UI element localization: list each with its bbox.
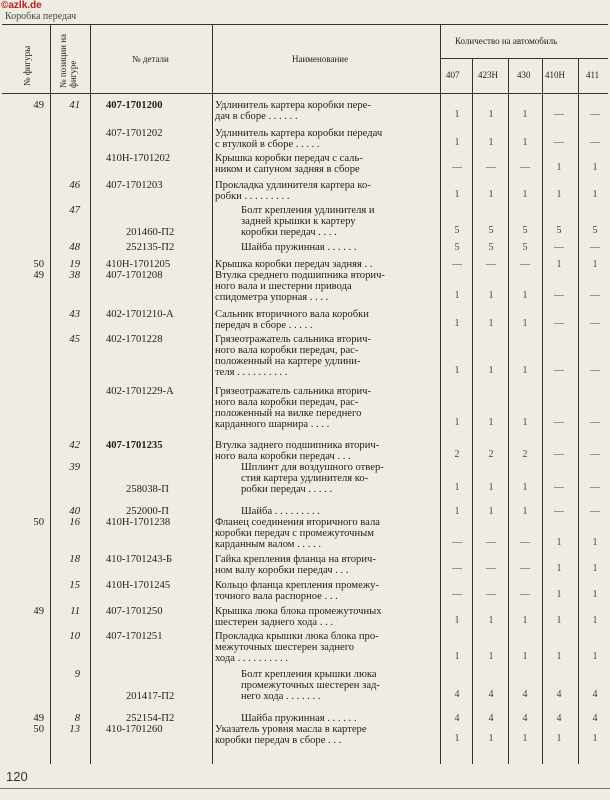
quantity-cell: 4: [454, 689, 460, 700]
part-name-line: Шайба пружинная . . . . . .: [241, 242, 357, 253]
part-name-line: Втулка заднего подшипника вторич-: [215, 440, 380, 451]
quantity-cell: —: [554, 318, 564, 329]
position-number: 16: [69, 517, 80, 528]
part-name-line: карданного шарнира . . . .: [215, 419, 330, 430]
figure-number: 49: [33, 270, 44, 281]
quantity-cell: 1: [454, 615, 460, 626]
page-number: 120: [6, 769, 28, 784]
part-name-line: Удлинитель картера коробки передач: [215, 128, 383, 139]
quantity-cell: 2: [454, 449, 460, 460]
quantity-cell: 4: [522, 689, 528, 700]
quantity-cell: 1: [488, 290, 494, 301]
part-name-line: коробки передач . . . .: [241, 227, 337, 238]
header-bottom-border: [2, 93, 608, 94]
figure-number: 50: [33, 259, 44, 270]
quantity-cell: 1: [522, 506, 528, 517]
position-number: 9: [74, 669, 80, 680]
header-pos: № позиции на фигуре: [58, 33, 78, 88]
header-qty: Количество на автомобиль: [455, 36, 558, 46]
part-name-line: положенный на вилке переднего: [215, 408, 362, 419]
quantity-cell: —: [590, 290, 600, 301]
quantity-cell: —: [520, 563, 530, 574]
position-number: 19: [69, 259, 80, 270]
quantity-cell: —: [554, 242, 564, 253]
part-name-line: шестерен заднего хода . . .: [215, 617, 334, 628]
position-number: 8: [74, 713, 80, 724]
quantity-cell: 1: [454, 189, 460, 200]
quantity-cell: 1: [592, 651, 598, 662]
quantity-cell: 1: [592, 189, 598, 200]
part-name-line: Шайба пружинная . . . . . .: [241, 713, 357, 724]
part-name-line: Крышка коробки передач с саль-: [215, 153, 363, 164]
part-name-line: робки . . . . . . . . .: [215, 191, 290, 202]
quantity-cell: 1: [592, 259, 598, 270]
quantity-cell: 1: [556, 189, 562, 200]
figure-number: 49: [33, 606, 44, 617]
quantity-cell: 1: [488, 109, 494, 120]
part-name-line: Указатель уровня масла в картере: [215, 724, 367, 735]
position-number: 11: [70, 606, 80, 617]
header-model-430: 430: [517, 70, 531, 80]
quantity-cell: —: [452, 537, 462, 548]
position-number: 40: [69, 506, 80, 517]
part-number: 410-1701243-Б: [106, 554, 173, 565]
quantity-cell: 5: [488, 242, 494, 253]
quantity-cell: 1: [522, 417, 528, 428]
header-model-411: 411: [586, 70, 600, 80]
quantity-cell: 1: [488, 506, 494, 517]
part-name-line: Втулка среднего подшипника вторич-: [215, 270, 385, 281]
quantity-cell: —: [486, 563, 496, 574]
quantity-cell: —: [590, 318, 600, 329]
quantity-cell: 1: [522, 482, 528, 493]
quantity-cell: 5: [592, 225, 598, 236]
quantity-cell: 1: [454, 506, 460, 517]
part-name-line: положенный на картере удлини-: [215, 356, 361, 367]
table-top-border: [2, 24, 608, 25]
quantity-cell: —: [554, 417, 564, 428]
col-divider-pos: [90, 24, 91, 764]
part-number: 201460-П2: [126, 227, 175, 238]
position-number: 15: [69, 580, 80, 591]
quantity-cell: 1: [522, 109, 528, 120]
position-number: 45: [69, 334, 80, 345]
header-model-423n: 423Н: [478, 70, 498, 80]
quantity-cell: 1: [454, 651, 460, 662]
quantity-cell: 1: [488, 318, 494, 329]
quantity-cell: 5: [454, 225, 460, 236]
header-fig: № фигуры: [22, 45, 32, 86]
part-number: 410Н-1701245: [106, 580, 171, 591]
quantity-cell: 1: [556, 589, 562, 600]
part-name-line: ном валу коробки передач . . .: [215, 565, 349, 576]
part-name-line: промежуточных шестерен зад-: [241, 680, 380, 691]
quantity-cell: —: [520, 537, 530, 548]
col-divider-m1: [472, 58, 473, 764]
part-number: 410Н-1701238: [106, 517, 171, 528]
quantity-cell: —: [590, 482, 600, 493]
col-divider-m4: [578, 58, 579, 764]
quantity-cell: —: [554, 109, 564, 120]
quantity-cell: 4: [488, 713, 494, 724]
part-number: 410Н-1701205: [106, 259, 171, 270]
figure-number: 50: [33, 517, 44, 528]
header-name: Наименование: [292, 54, 349, 64]
part-name-line: ного вала и шестерни привода: [215, 281, 352, 292]
quantity-cell: 5: [522, 225, 528, 236]
quantity-cell: —: [486, 259, 496, 270]
quantity-cell: 4: [454, 713, 460, 724]
quantity-cell: 1: [488, 615, 494, 626]
quantity-cell: 1: [522, 615, 528, 626]
quantity-cell: 4: [556, 689, 562, 700]
watermark: ©azlk.de: [1, 0, 42, 11]
col-divider-m2: [508, 58, 509, 764]
part-name-line: коробки передач с промежуточным: [215, 528, 374, 539]
part-number: 402-1701229-А: [106, 386, 174, 397]
quantity-cell: —: [554, 449, 564, 460]
quantity-cell: 1: [592, 563, 598, 574]
col-divider-part: [212, 24, 213, 764]
quantity-cell: 1: [488, 137, 494, 148]
part-name-line: межуточных шестерен заднего: [215, 642, 355, 653]
quantity-cell: 1: [522, 137, 528, 148]
part-name-line: робки передач . . . . .: [241, 484, 333, 495]
figure-number: 49: [33, 100, 44, 111]
quantity-cell: 1: [556, 563, 562, 574]
quantity-cell: —: [520, 162, 530, 173]
part-name-line: теля . . . . . . . . . .: [215, 367, 288, 378]
quantity-cell: 1: [454, 318, 460, 329]
part-number: 252154-П2: [126, 713, 175, 724]
quantity-cell: —: [452, 589, 462, 600]
position-number: 38: [69, 270, 80, 281]
part-name-line: ного вала коробки передач . . .: [215, 451, 351, 462]
quantity-cell: —: [452, 563, 462, 574]
quantity-cell: 1: [592, 162, 598, 173]
col-divider-fig: [50, 24, 51, 764]
part-number: 201417-П2: [126, 691, 175, 702]
part-name-line: задней крышки к картеру: [241, 216, 356, 227]
quantity-cell: 1: [556, 615, 562, 626]
quantity-cell: —: [486, 162, 496, 173]
quantity-cell: —: [590, 417, 600, 428]
part-name-line: карданным валом . . . . .: [215, 539, 321, 550]
quantity-cell: 1: [556, 537, 562, 548]
quantity-cell: —: [486, 589, 496, 600]
position-number: 41: [69, 100, 80, 111]
quantity-cell: 1: [488, 365, 494, 376]
part-name-line: стия картера удлинителя ко-: [241, 473, 369, 484]
position-number: 46: [69, 180, 80, 191]
page-bottom-rule: [0, 788, 610, 789]
quantity-cell: —: [520, 589, 530, 600]
quantity-cell: 1: [454, 482, 460, 493]
quantity-cell: 1: [454, 417, 460, 428]
quantity-cell: 1: [454, 733, 460, 744]
part-number: 402-1701228: [106, 334, 163, 345]
position-number: 10: [69, 631, 80, 642]
quantity-cell: 2: [488, 449, 494, 460]
part-number: 252135-П2: [126, 242, 175, 253]
part-name-line: него хода . . . . . . .: [241, 691, 321, 702]
part-number: 258038-П: [126, 484, 169, 495]
quantity-cell: 4: [556, 713, 562, 724]
quantity-cell: —: [452, 162, 462, 173]
part-name-line: Шайба . . . . . . . . .: [241, 506, 320, 517]
part-number: 410Н-1701202: [106, 153, 171, 164]
part-number: 407-1701250: [106, 606, 163, 617]
part-name-line: Шплинт для воздушного отвер-: [241, 462, 384, 473]
part-name-line: дач в сборе . . . . . .: [215, 111, 298, 122]
quantity-cell: 2: [522, 449, 528, 460]
header-model-410n: 410Н: [545, 70, 565, 80]
quantity-cell: 1: [488, 651, 494, 662]
col-divider-name: [440, 24, 441, 764]
quantity-cell: 1: [454, 365, 460, 376]
quantity-cell: 5: [556, 225, 562, 236]
part-number: 252000-П: [126, 506, 169, 517]
quantity-cell: 1: [488, 733, 494, 744]
quantity-cell: —: [590, 365, 600, 376]
part-number: 407-1701200: [106, 100, 163, 111]
position-number: 13: [69, 724, 80, 735]
part-number: 407-1701235: [106, 440, 163, 451]
figure-number: 49: [33, 713, 44, 724]
quantity-cell: 1: [522, 189, 528, 200]
quantity-cell: 1: [592, 537, 598, 548]
part-name-line: ником и сапуном задняя в сборе: [215, 164, 360, 175]
quantity-cell: 1: [592, 615, 598, 626]
position-number: 48: [69, 242, 80, 253]
part-number: 410-1701260: [106, 724, 163, 735]
quantity-cell: 1: [488, 189, 494, 200]
running-header: Коробка передач: [5, 11, 77, 22]
part-name-line: Прокладка крышки люка блока про-: [215, 631, 379, 642]
part-name-line: Гайка крепления фланца на вторич-: [215, 554, 376, 565]
position-number: 18: [69, 554, 80, 565]
quantity-cell: —: [590, 137, 600, 148]
part-name-line: Грязеотражатель сальника вторич-: [215, 386, 372, 397]
quantity-cell: 1: [556, 259, 562, 270]
quantity-cell: —: [452, 259, 462, 270]
part-name-line: Грязеотражатель сальника вторич-: [215, 334, 372, 345]
quantity-cell: —: [554, 365, 564, 376]
position-number: 43: [69, 309, 80, 320]
quantity-cell: 4: [522, 713, 528, 724]
header-model-407: 407: [446, 70, 460, 80]
quantity-cell: 1: [454, 290, 460, 301]
quantity-cell: —: [590, 109, 600, 120]
quantity-cell: 1: [522, 365, 528, 376]
quantity-cell: —: [590, 506, 600, 517]
part-name-line: Прокладка удлинителя картера ко-: [215, 180, 371, 191]
quantity-cell: 1: [592, 589, 598, 600]
quantity-cell: 1: [522, 651, 528, 662]
part-name-line: передач в сборе . . . . .: [215, 320, 313, 331]
part-number: 402-1701210-А: [106, 309, 174, 320]
part-number: 407-1701203: [106, 180, 163, 191]
part-name-line: спидометра упорная . . . .: [215, 292, 329, 303]
position-number: 47: [69, 205, 80, 216]
quantity-cell: 1: [556, 651, 562, 662]
quantity-cell: 4: [592, 689, 598, 700]
part-name-line: с втулкой в сборе . . . . .: [215, 139, 320, 150]
col-divider-m3: [542, 58, 543, 764]
part-name-line: точного вала распорное . . .: [215, 591, 338, 602]
quantity-cell: —: [590, 449, 600, 460]
position-number: 42: [69, 440, 80, 451]
part-name-line: Болт крепления удлинителя и: [241, 205, 375, 216]
part-name-line: ного вала коробки передач, рас-: [215, 345, 359, 356]
quantity-cell: —: [520, 259, 530, 270]
quantity-cell: 1: [522, 733, 528, 744]
part-name-line: хода . . . . . . . . . .: [215, 653, 288, 664]
quantity-cell: 1: [522, 290, 528, 301]
quantity-cell: 4: [488, 689, 494, 700]
position-number: 39: [69, 462, 80, 473]
part-name-line: Кольцо фланца крепления промежу-: [215, 580, 379, 591]
quantity-cell: 1: [454, 137, 460, 148]
quantity-cell: —: [554, 482, 564, 493]
part-number: 407-1701251: [106, 631, 163, 642]
quantity-cell: 1: [592, 733, 598, 744]
quantity-cell: —: [590, 242, 600, 253]
figure-number: 50: [33, 724, 44, 735]
quantity-cell: 5: [488, 225, 494, 236]
quantity-cell: 1: [488, 482, 494, 493]
part-name-line: Сальник вторичного вала коробки: [215, 309, 369, 320]
quantity-cell: —: [554, 290, 564, 301]
quantity-cell: 1: [556, 733, 562, 744]
part-number: 407-1701202: [106, 128, 163, 139]
part-name-line: Удлинитель картера коробки пере-: [215, 100, 371, 111]
quantity-cell: —: [554, 137, 564, 148]
part-number: 407-1701208: [106, 270, 163, 281]
quantity-cell: 1: [488, 417, 494, 428]
quantity-cell: 1: [522, 318, 528, 329]
part-name-line: ного вала коробки передач, рас-: [215, 397, 359, 408]
part-name-line: коробки передач в сборе . . .: [215, 735, 342, 746]
part-name-line: Крышка люка блока промежуточных: [215, 606, 382, 617]
qty-header-divider: [440, 58, 608, 59]
quantity-cell: 1: [454, 109, 460, 120]
quantity-cell: 5: [522, 242, 528, 253]
quantity-cell: —: [486, 537, 496, 548]
quantity-cell: 4: [592, 713, 598, 724]
quantity-cell: —: [554, 506, 564, 517]
quantity-cell: 1: [556, 162, 562, 173]
quantity-cell: 5: [454, 242, 460, 253]
header-part: № детали: [132, 54, 169, 64]
part-name-line: Крышка коробки передач задняя . .: [215, 259, 373, 270]
part-name-line: Болт крепления крышки люка: [241, 669, 377, 680]
part-name-line: Фланец соединения вторичного вала: [215, 517, 380, 528]
